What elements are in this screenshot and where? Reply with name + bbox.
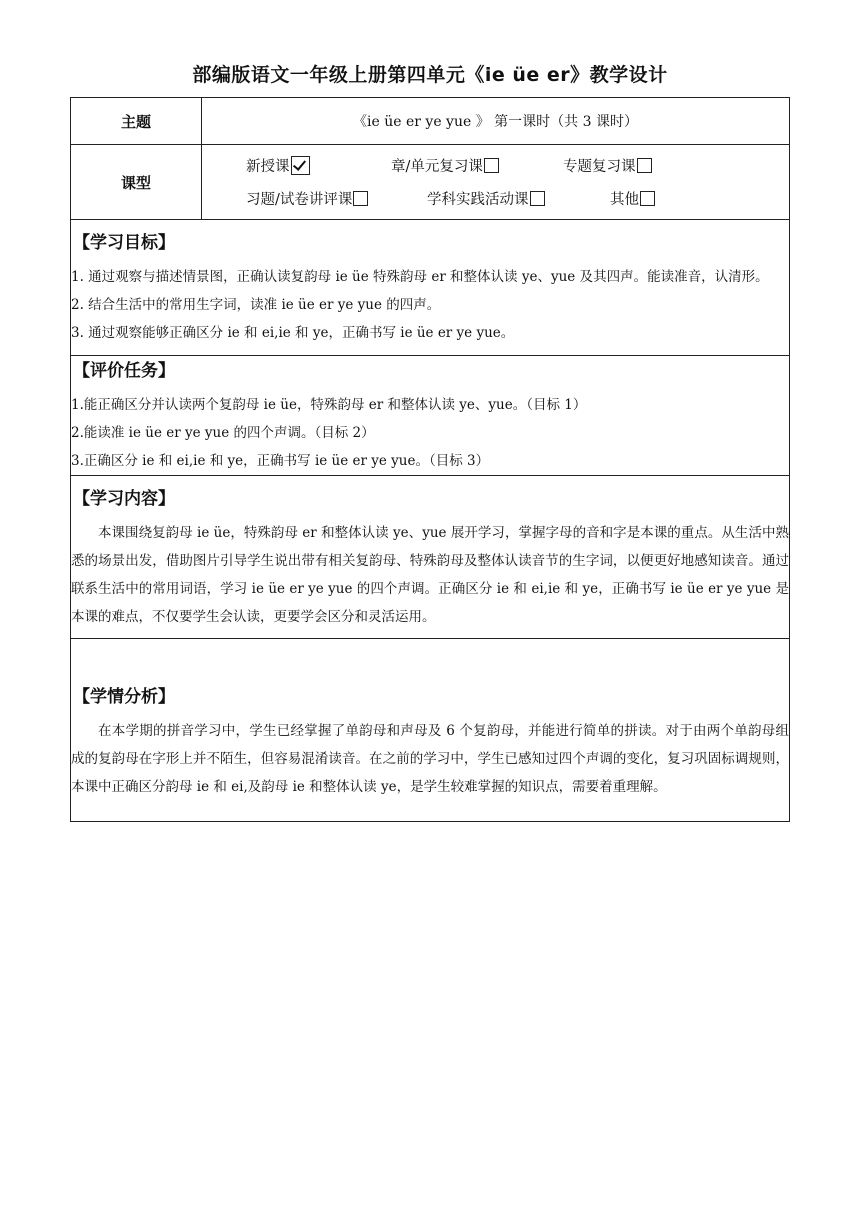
checkbox-empty-icon[interactable] [640, 191, 655, 206]
evaluation-item: 2.能读准 ie üe er ye yue 的四个声调。（目标 2） [71, 425, 375, 441]
evaluation-item: 3.正确区分 ie 和 ei,ie 和 ye，正确书写 ie üe er ye yue。（目标 3） [71, 453, 490, 469]
lesson-plan-table [70, 97, 790, 822]
objectives-section [71, 220, 790, 356]
content-heading: 【学习内容】 [73, 488, 175, 509]
objectives-heading: 【学习目标】 [73, 233, 175, 253]
topic-row [71, 98, 790, 145]
document-title: 部编版语文一年级上册第四单元《ie üe er》教学设计 [192, 64, 668, 86]
topic-value: 《ie üe er ye yue 》 第一课时（共 3 课时） [202, 98, 790, 145]
option-label: 学科实践活动课 [427, 192, 529, 208]
checkbox-empty-icon[interactable] [530, 191, 545, 206]
content-section [71, 476, 790, 639]
checkbox-empty-icon[interactable] [484, 158, 499, 173]
option-new-lesson[interactable] [246, 155, 391, 176]
lesson-type-row-2 [202, 188, 789, 209]
option-label: 新授课 [246, 159, 290, 175]
analysis-row [71, 639, 790, 822]
checkbox-empty-icon[interactable] [637, 158, 652, 173]
content-row [71, 476, 790, 639]
option-label: 其他 [610, 192, 639, 208]
option-label: 习题/试卷讲评课 [246, 192, 353, 208]
topic-label: 主题 [71, 98, 202, 145]
option-topic-review[interactable] [563, 155, 652, 176]
evaluation-item: 1.能正确区分并认读两个复韵母 ie üe，特殊韵母 er 和整体认读 ye、yue。（目标 1） [71, 397, 587, 413]
evaluation-heading: 【评价任务】 [73, 361, 175, 381]
lesson-type-row [71, 145, 790, 220]
lesson-type-label: 课型 [71, 145, 202, 220]
lesson-type-options [202, 145, 790, 220]
option-exercise-review[interactable] [246, 188, 427, 209]
option-label: 章/单元复习课 [391, 159, 483, 175]
objective-item: 2. 结合生活中的常用生字词，读准 ie üe er ye yue 的四声。 [71, 297, 441, 313]
checkbox-empty-icon[interactable] [353, 191, 368, 206]
option-practice-activity[interactable] [427, 188, 610, 209]
option-unit-review[interactable] [391, 155, 563, 176]
objectives-row [71, 220, 790, 356]
lesson-type-row-1 [202, 155, 789, 176]
evaluation-row [71, 356, 790, 476]
analysis-paragraph: 在本学期的拼音学习中，学生已经掌握了单韵母和声母及 6 个复韵母，并能进行简单的拼读。对于由两个单韵母组成的复韵母在字形上并不陌生，但容易混淆读音。在之前的学习中，学生已感知过四个声调的变化，复习巩固标调规则，本课中正确区分韵母 ie 和 ei,及韵母 ie 和整体认读 ye，是学生较难掌握的知识点，需要着重理解。 [71, 722, 789, 795]
analysis-heading: 【学情分析】 [73, 686, 175, 707]
option-label: 专题复习课 [563, 159, 636, 175]
checkbox-checked-icon[interactable] [291, 156, 310, 175]
evaluation-section [71, 356, 790, 476]
objective-item: 3. 通过观察能够正确区分 ie 和 ei,ie 和 ye，正确书写 ie üe er ye yue。 [71, 325, 515, 341]
objective-item: 1. 通过观察与描述情景图，正确认读复韵母 ie üe 特殊韵母 er 和整体认读 ye、yue 及其四声。能读准音，认清形。 [71, 269, 769, 285]
analysis-section [71, 639, 790, 822]
content-paragraph: 本课围绕复韵母 ie üe，特殊韵母 er 和整体认读 ye、yue 展开学习，掌握字母的音和字是本课的重点。从生活中熟悉的场景出发，借助图片引导学生说出带有相关复韵母、特殊韵母及整体认读音节的生字词，以便更好地感知读音。通过联系生活中的常用词语，学习 ie üe er ye yue 的四个声调。正确区分 ie 和 ei,ie 和 ye，正确书写 ie üe er ye yue 是本课的难点，不仅要学生会认读，更要学会区分和灵活运用。 [71, 524, 789, 625]
option-other[interactable] [610, 188, 655, 209]
